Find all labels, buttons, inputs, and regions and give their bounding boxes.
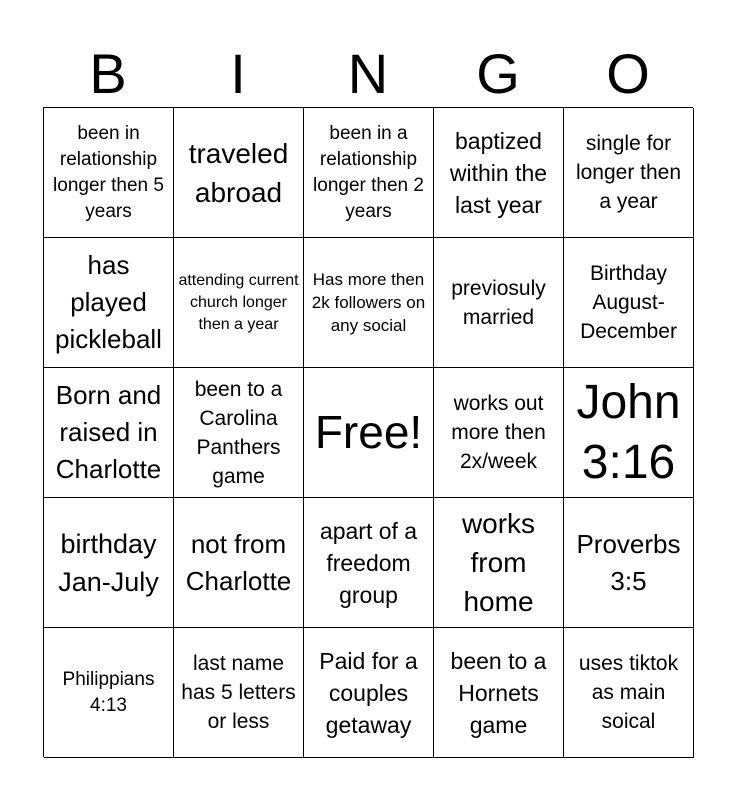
bingo-cell[interactable] (174, 238, 304, 368)
cell-text: been to a Hornets game (450, 647, 547, 738)
cell-text: been in a relationship longer then 2 years (313, 122, 424, 222)
cell-text: uses tiktok as main soical (578, 652, 679, 733)
bingo-cell[interactable] (434, 238, 564, 368)
bingo-cell[interactable] (434, 628, 564, 758)
bingo-cell[interactable] (434, 108, 564, 238)
free-space-text: Free! (314, 406, 423, 458)
header-letter-g: G (476, 42, 520, 105)
cell-text: apart of a freedom group (319, 517, 418, 608)
cell-text: been in relationship longer then 5 years (53, 122, 164, 222)
bingo-cell[interactable] (44, 368, 174, 498)
cell-text: single for longer then a year (575, 132, 682, 213)
cell-text: Has more then 2k followers on any social (311, 270, 426, 335)
bingo-cell[interactable] (304, 628, 434, 758)
bingo-cell[interactable] (44, 498, 174, 628)
cell-text: previosuly married (451, 276, 546, 329)
bingo-cell[interactable] (174, 628, 304, 758)
bingo-cell[interactable] (564, 368, 694, 498)
cell-text: not from Charlotte (185, 528, 292, 596)
cell-text: traveled abroad (188, 137, 289, 208)
bingo-cell[interactable] (564, 628, 694, 758)
cell-text: been to a Carolina Panthers game (194, 377, 283, 488)
cell-text: Proverbs 3:5 (576, 528, 681, 596)
header-letter-n: N (347, 42, 389, 105)
bingo-cell[interactable] (564, 238, 694, 368)
cell-text: Philippians 4:13 (62, 668, 155, 716)
bingo-header (43, 40, 693, 108)
cell-text: Paid for a couples getaway (319, 647, 418, 738)
bingo-cell[interactable] (304, 498, 434, 628)
cell-text: Born and raised in Charlotte (55, 380, 162, 484)
bingo-cell[interactable] (564, 498, 694, 628)
cell-text: birthday Jan-July (58, 528, 159, 597)
bingo-cell[interactable] (564, 108, 694, 238)
bingo-cell[interactable] (44, 238, 174, 368)
cell-text: Birthday August-December (580, 262, 677, 343)
bingo-cell[interactable] (304, 108, 434, 238)
bingo-cell[interactable] (434, 498, 564, 628)
header-letter-b: B (89, 42, 127, 105)
cell-text: John 3:16 (576, 375, 681, 489)
header-letter-o: O (606, 42, 650, 105)
header-letter-i: I (230, 42, 246, 105)
bingo-cell[interactable] (174, 108, 304, 238)
cell-text: has played pickleball (55, 250, 162, 354)
bingo-cell[interactable] (174, 498, 304, 628)
bingo-cell[interactable] (44, 108, 174, 238)
cell-text: works out more then 2x/week (451, 392, 546, 473)
bingo-card (43, 107, 693, 757)
bingo-cell[interactable] (304, 238, 434, 368)
bingo-cell[interactable] (44, 628, 174, 758)
cell-text: baptized within the last year (449, 127, 548, 218)
bingo-cell[interactable] (174, 368, 304, 498)
cell-text: attending current church longer then a year (178, 271, 299, 333)
cell-text: last name has 5 letters or less (181, 652, 296, 733)
bingo-free-cell[interactable] (304, 368, 434, 498)
cell-text: works from home (461, 508, 536, 617)
bingo-cell[interactable] (434, 368, 564, 498)
